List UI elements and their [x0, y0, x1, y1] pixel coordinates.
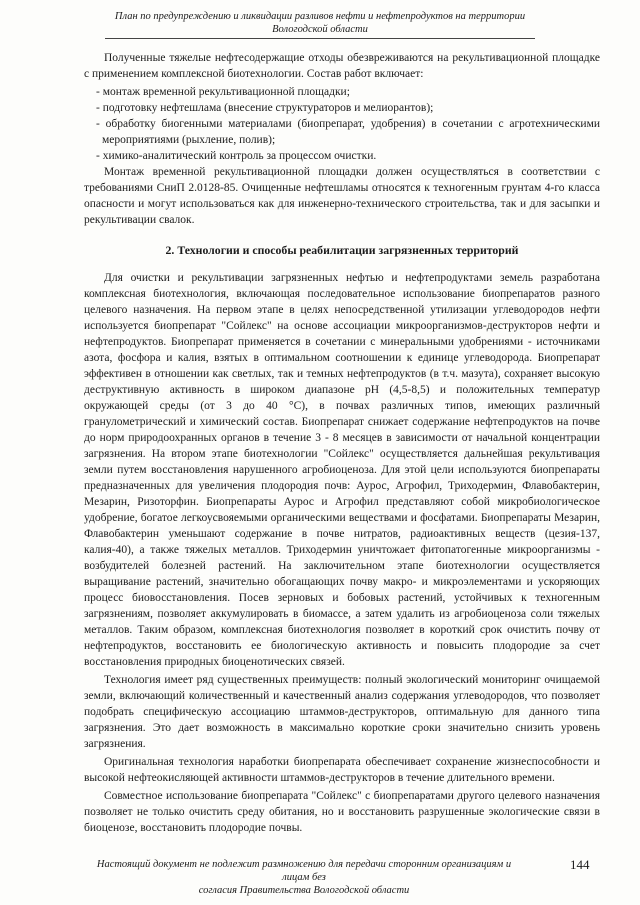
intro-paragraph-2: Монтаж временной рекультивационной площадки должен осуществляться в соответствии с требованиями СниП 2.0128-85. Очищенные нефтешламы относятся к техногенным грунтам 4-го класса опасности и могут использоваться как для инженерно-технического строительства, так и для засыпки и рекультивации свалок. [84, 166, 600, 226]
page-number: 144 [570, 857, 590, 872]
footer-line-1: Настоящий документ не подлежит размножению для передачи сторонним организациям и лицам без [96, 859, 512, 883]
running-header [105, 10, 535, 39]
section-paragraph-1: Для очистки и рекультивации загрязненных нефтью и нефтепродуктами земель разработана комплексная биотехнология, включающая последовательное использование биопрепаратов разного целевого назначения. На первом этапе в целях непосредственной утилизации углеводородов нефти используется биопрепарат "Сойлекс" на основе ассоциации микроорганизмов-деструкторов нефти и нефтепродуктов. Биопрепарат применяется в сочетании с минеральными удобрениями - источниками азота, фосфора и калия, взятых в оптимальном соотношении к единице углеводорода. Биопрепарат эффективен в отношении как светлых, так и темных нефтепродуктов (в т.ч. мазута), сохраняет высокую деструктивную активность в широком диапазоне pH (4,5-8,5) и положительных температур окружающей среды (от 3 до 40 °С), в почвах различных типов, имеющих различный гранулометрический и химический состав. Биопрепарат снижает содержание нефтепродуктов на почве до норм природоохранных органов в течение 3 - 8 месяцев в зависимости от начальной концентрации загрязнения. На втором этапе биотехнологии "Сойлекс" осуществляется дальнейшая рекультивация земли путем восстановления нарушенного агробиоценоза. Для этой цели используются биопрепараты предназначенных для увеличения плодородия почв: Аурос, Агрофил, Триходермин, Флавобактерин, Мезарин, Ризоторфин. Биопрепараты Аурос и Агрофил представляют собой микробиологическое удобрение, богатое легкоусвояемыми органическими веществами и фосфатами. Биопрепараты Мезарин, Флавобактерин уменьшают содержание в почве нитратов, радиоактивных веществ (цезия-137, калия-40), а также тяжелых металлов. Триходермин уничтожает фитопатогенные микроорганизмы - возбудителей болезней растений. На заключительном этапе биотехнологии осуществляется выращивание растений, значительно обогащающих почву макро- и микроэлементами и ускоряющих процесс биовосстановления. Посев зерновых и бобовых растений, устойчивых к техногенным загрязнениям, позволяет аккумулировать в биомассе, а затем удалить из агробиоценоза соли тяжелых металлов. Таким образом, комплексная биотехнология позволяет в короткий срок очистить почву от нефтепродуктов, восстановить ее биологическую активность и повысить плодородие за счет восстановления природных биоценотических связей. [84, 272, 600, 668]
footer-line-2: согласия Правительства Вологодской области [198, 885, 410, 896]
document-body [84, 50, 600, 838]
work-list-item-2: - подготовку нефтешлама (внесение структураторов и мелиорантов); [96, 102, 434, 114]
header-line-2: Вологодской области [272, 24, 368, 35]
section-paragraph-4: Совместное использование биопрепарата "Сойлекс" с биопрепаратами другого целевого назначения позволяет не только очистить среду обитания, но и восстановить разрушенные экологические связи в биоценозе, восстановить плодородие почвы. [84, 790, 600, 834]
work-list-item-4: - химико-аналитический контроль за процессом очистки. [96, 150, 377, 162]
work-list-item-1: - монтаж временной рекультивационной площадки; [96, 86, 350, 98]
header-line-1: План по предупреждению и ликвидации разливов нефти и нефтепродуктов на территории [114, 11, 526, 22]
intro-paragraph-1: Полученные тяжелые нефтесодержащие отходы обезвреживаются на рекультивационной площадке с применением комплексной биотехнологии. Состав работ включает: [84, 52, 600, 80]
section-paragraph-3: Оригинальная технология наработки биопрепарата обеспечивает сохранение жизнеспособности и высокой нефтеокисляющей активности штаммов-деструкторов в течение длительного времени. [84, 756, 600, 784]
section-heading: 2. Технологии и способы реабилитации загрязненных территорий [165, 243, 519, 257]
work-list-item-3: - обработку биогенными материалами (биопрепарат, удобрения) в сочетании с агротехническими мероприятиями (рыхление, полив); [96, 118, 600, 146]
footer-notice [84, 858, 524, 897]
section-paragraph-2: Технология имеет ряд существенных преимуществ: полный экологический мониторинг очищаемой земли, включающий количественный и качественный анализ содержания углеводородов, что позволяет подобрать специфическую ассоциацию штаммов-деструкторов, оптимальную для данного типа загрязнения. Это дает возможность в максимально короткие сроки значительно снизить уровень загрязнения. [84, 674, 600, 750]
